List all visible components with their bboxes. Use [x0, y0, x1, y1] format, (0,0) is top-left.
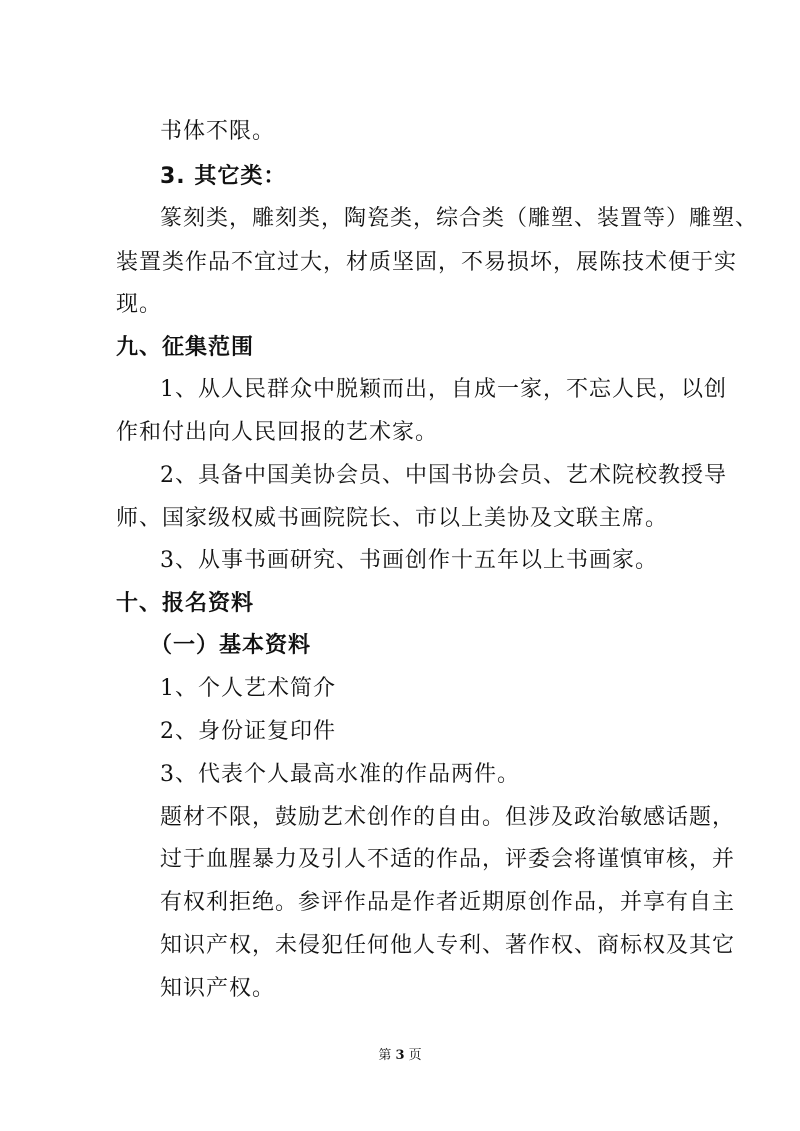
page-number-prefix: 第: [378, 1048, 396, 1063]
text-line: 作和付出向人民回报的艺术家。: [116, 420, 439, 445]
section-heading-ten: 十、报名资料: [116, 591, 255, 616]
page-number: 3: [395, 1048, 405, 1063]
subsection-heading-basic: （一）基本资料: [150, 633, 312, 658]
text-line: 3、从事书画研究、书画创作十五年以上书画家。: [160, 548, 658, 573]
text-line: 知识产权，未侵犯任何他人专利、著作权、商标权及其它: [160, 933, 736, 958]
text-line: 2、具备中国美协会员、中国书协会员、艺术院校教授导: [160, 463, 727, 488]
list-item: 2、身份证复印件: [160, 719, 336, 744]
subsection-heading-other: 3. 其它类：: [160, 164, 287, 189]
text-line: 现。: [116, 292, 163, 317]
text-line: 题材不限，鼓励艺术创作的自由。但涉及政治敏感话题，: [160, 805, 736, 830]
page-footer: [0, 1047, 800, 1065]
text-line: 1、从人民群众中脱颖而出，自成一家，不忘人民，以创: [160, 377, 727, 402]
text-line: 篆刻类，雕刻类，陶瓷类，综合类（雕塑、装置等）雕塑、: [160, 206, 759, 231]
section-heading-nine: 九、征集范围: [116, 335, 255, 360]
text-line: 装置类作品不宜过大，材质坚固，不易损坏，展陈技术便于实: [116, 250, 738, 275]
page-number-suffix: 页: [404, 1048, 422, 1063]
list-item: 3、代表个人最高水准的作品两件。: [160, 762, 520, 787]
text-line: 师、国家级权威书画院院长、市以上美协及文联主席。: [116, 506, 669, 531]
list-item: 1、个人艺术简介: [160, 676, 336, 701]
text-line: 知识产权。: [160, 976, 276, 1001]
text-line: 有权利拒绝。参评作品是作者近期原创作品，并享有自主: [160, 890, 736, 915]
text-line: 书体不限。: [160, 119, 276, 144]
text-line: 过于血腥暴力及引人不适的作品，评委会将谨慎审核，并: [160, 847, 736, 872]
